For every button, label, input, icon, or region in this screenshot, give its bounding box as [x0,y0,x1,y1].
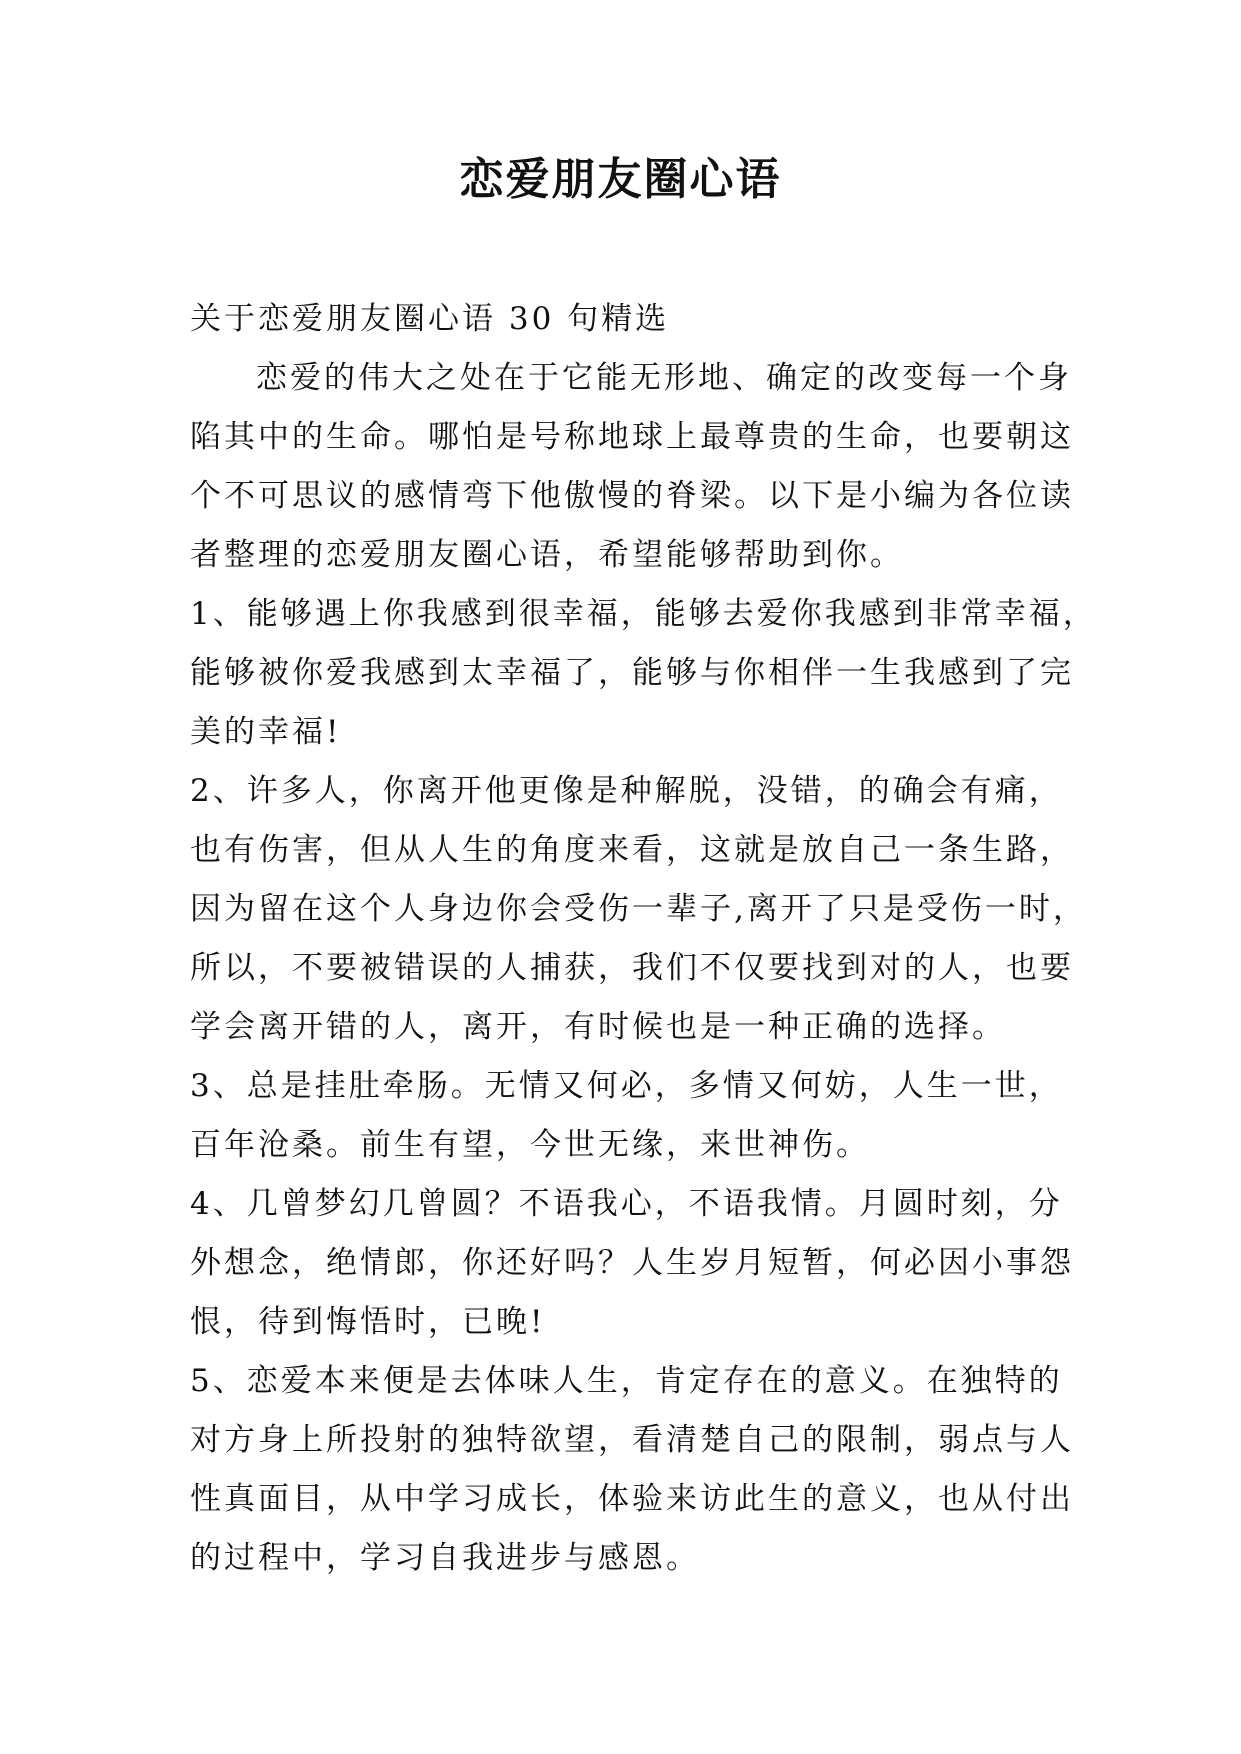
document-title: 恋爱朋友圈心语 [459,154,782,205]
intro-line-4: 者整理的恋爱朋友圈心语，希望能够帮助到你。 [190,537,904,573]
item-4-line-2: 外想念，绝情郎，你还好吗？人生岁月短暂，何必因小事怨 [190,1245,1074,1281]
item-1-line-2: 能够被你爱我感到太幸福了，能够与你相伴一生我感到了完 [190,655,1074,691]
document-body [190,290,1097,1588]
intro-line-3: 个不可思议的感情弯下他傲慢的脊梁。以下是小编为各位读 [190,478,1074,514]
item-4-line-1: 4、几曾梦幻几曾圆？不语我心，不语我情。月圆时刻，分 [190,1186,1063,1222]
item-2-line-4: 所以，不要被错误的人捕获，我们不仅要找到对的人，也要 [190,950,1074,986]
item-5-line-3: 性真面目，从中学习成长，体验来访此生的意义，也从付出 [190,1481,1074,1517]
item-1-line-3: 美的幸福! [190,714,342,750]
item-5-line-1: 5、恋爱本来便是去体味人生，肯定存在的意义。在独特的 [190,1363,1063,1399]
item-1-line-1: 1、能够遇上你我感到很幸福，能够去爱你我感到非常幸福， [190,596,1097,632]
item-3-line-2: 百年沧桑。前生有望，今世无缘，来世神伤。 [190,1127,870,1163]
item-5-line-4: 的过程中，学习自我进步与感恩。 [190,1540,700,1576]
item-4-line-3: 恨，待到悔悟时，已晚! [190,1304,546,1340]
item-2-line-3: 因为留在这个人身边你会受伤一辈子,离开了只是受伤一时， [190,891,1087,927]
item-2-line-1: 2、许多人，你离开他更像是种解脱，没错，的确会有痛， [190,773,1063,809]
item-2-line-2: 也有伤害，但从人生的角度来看，这就是放自己一条生路， [190,832,1074,868]
item-2-line-5: 学会离开错的人，离开，有时候也是一种正确的选择。 [190,1009,1006,1045]
intro-line-1: 恋爱的伟大之处在于它能无形地、确定的改变每一个身 [256,360,1072,396]
item-3-line-1: 3、总是挂肚牵肠。无情又何必，多情又何妨，人生一世， [190,1068,1063,1104]
subtitle-line: 关于恋爱朋友圈心语 30 句精选 [190,301,670,337]
item-5-line-2: 对方身上所投射的独特欲望，看清楚自己的限制，弱点与人 [190,1422,1074,1458]
intro-line-2: 陷其中的生命。哪怕是号称地球上最尊贵的生命，也要朝这 [190,419,1074,455]
